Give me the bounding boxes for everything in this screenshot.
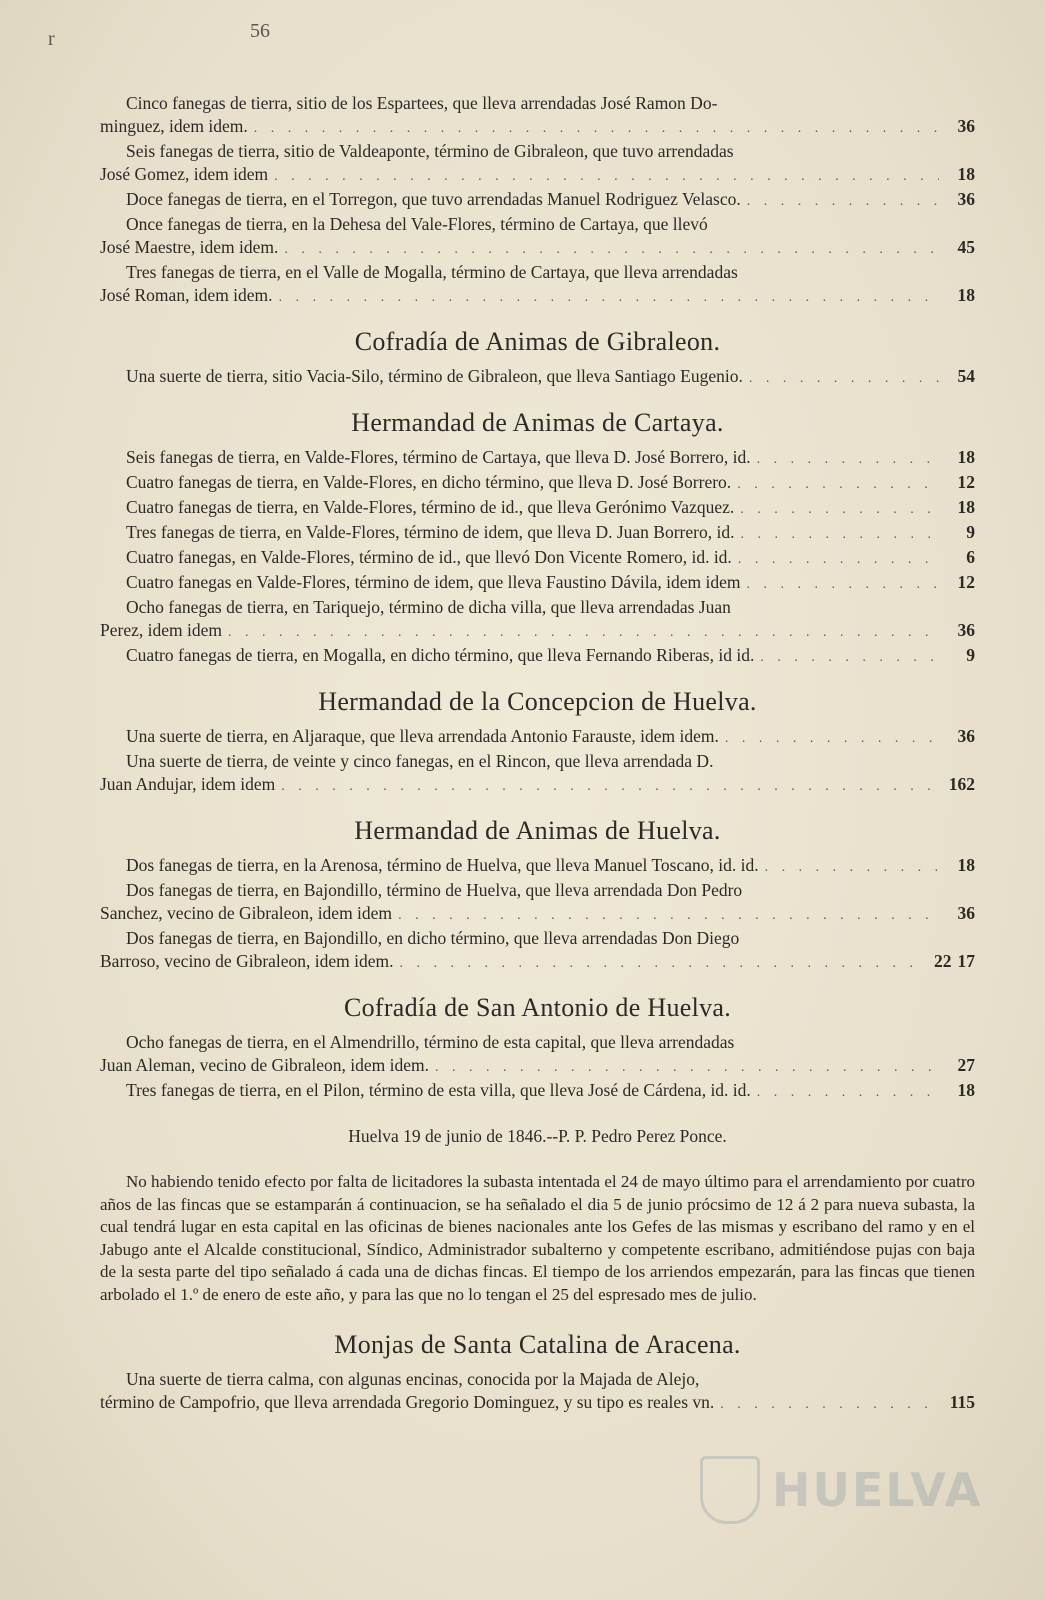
- section-title: Cofradía de San Antonio de Huelva.: [343, 993, 732, 1022]
- land-entry: [100, 521, 975, 546]
- leader-dots: [720, 1393, 939, 1416]
- entry-line: [100, 115, 975, 140]
- entry-text: minguez, idem idem.: [100, 116, 248, 136]
- rent-value: 18: [957, 285, 975, 305]
- rent-value: 18: [957, 855, 975, 875]
- land-entry: [100, 750, 975, 798]
- leader-dots: [746, 573, 939, 596]
- entry-text: Tres fanegas de tierra, en el Pilon, término de esta villa, que lleva José de Cárdena, id. id.: [126, 1080, 751, 1100]
- entry-line: [100, 854, 975, 879]
- section-title: Hermandad de Animas de Cartaya.: [351, 408, 724, 437]
- leader-dots: [284, 238, 939, 261]
- rent-value: 12: [957, 472, 975, 492]
- rent-value: 18: [957, 1080, 975, 1100]
- leader-dots: [281, 775, 939, 798]
- entry-text: Una suerte de tierra, de veinte y cinco fanegas, en el Rincon, que lleva arrendada D.: [126, 751, 714, 771]
- entry-line: [100, 521, 975, 546]
- leader-dots: [274, 165, 939, 188]
- land-entry: [100, 879, 975, 927]
- rent-value: 22: [934, 951, 952, 971]
- entry-line: [100, 879, 975, 902]
- land-entry: [100, 471, 975, 496]
- leader-dots: [747, 190, 939, 213]
- entry-text: José Roman, idem idem.: [100, 285, 273, 305]
- rent-value: 115: [949, 1392, 975, 1412]
- entry-text: Perez, idem idem: [100, 620, 222, 640]
- rent-extra: 17: [957, 951, 975, 971]
- rent-value: 36: [957, 116, 975, 136]
- land-entry: [100, 140, 975, 188]
- rent-value: 36: [957, 620, 975, 640]
- entry-text: Barroso, vecino de Gibraleon, idem idem.: [100, 951, 394, 971]
- auction-notice: [100, 1171, 975, 1306]
- signature-date-line: Huelva 19 de junio de 1846.--P. P. Pedro Perez Ponce.: [348, 1126, 727, 1146]
- entry-line: [100, 750, 975, 773]
- leader-dots: [765, 856, 939, 879]
- entry-text: Cuatro fanegas de tierra, en Valde-Flores, término de id., que lleva Gerónimo Vazquez.: [126, 497, 735, 517]
- entry-text: Doce fanegas de tierra, en el Torregon, que tuvo arrendadas Manuel Rodriguez Velasco.: [126, 189, 741, 209]
- land-entry: [100, 261, 975, 309]
- entry-text: Juan Aleman, vecino de Gibraleon, idem idem.: [100, 1055, 430, 1075]
- entry-line: [100, 140, 975, 163]
- entry-line: [100, 725, 975, 750]
- entry-line: [100, 950, 975, 975]
- rent-value: 18: [957, 164, 975, 184]
- entry-line: [100, 365, 975, 390]
- land-entry: [100, 365, 975, 390]
- land-entry: [100, 927, 975, 975]
- entry-text: Seis fanegas de tierra, en Valde-Flores, término de Cartaya, que lleva D. José Borrero, id.: [126, 447, 751, 467]
- leader-dots: [279, 286, 939, 309]
- entry-text: Juan Andujar, idem idem: [100, 774, 276, 794]
- entry-text: Una suerte de tierra calma, con algunas encinas, conocida por la Majada de Alejo,: [126, 1369, 700, 1389]
- rent-value: 162: [948, 774, 975, 794]
- rent-value: 36: [957, 189, 975, 209]
- entry-line: [100, 496, 975, 521]
- entry-line: [100, 927, 975, 950]
- rent-value: 54: [957, 366, 975, 386]
- entry-line: [100, 261, 975, 284]
- entry-line: [100, 902, 975, 927]
- rent-value: 6: [966, 547, 975, 567]
- land-entry: [100, 596, 975, 644]
- leader-dots: [254, 117, 939, 140]
- leader-dots: [757, 1081, 939, 1104]
- entry-line: [100, 1054, 975, 1079]
- leader-dots: [760, 646, 939, 669]
- watermark-text: HUELVA: [772, 1463, 983, 1517]
- entry-text: Seis fanegas de tierra, sitio de Valdeaponte, término de Gibraleon, que tuvo arrendadas: [126, 141, 734, 161]
- rent-value: 9: [966, 645, 975, 665]
- land-entry: [100, 1079, 975, 1104]
- entry-line: [100, 471, 975, 496]
- corner-mark-top: 56: [250, 20, 270, 42]
- entry-text: Ocho fanegas de tierra, en Tariquejo, término de dicha villa, que lleva arrendadas Juan: [126, 597, 731, 617]
- leader-dots: [738, 548, 939, 571]
- entry-text: Cuatro fanegas en Valde-Flores, término de idem, que lleva Faustino Dávila, idem idem: [126, 572, 741, 592]
- entry-text: Una suerte de tierra, en Aljaraque, que lleva arrendada Antonio Farauste, idem idem.: [126, 726, 719, 746]
- entry-line: [100, 213, 975, 236]
- rent-value: 27: [957, 1055, 975, 1075]
- rent-value: 45: [957, 237, 975, 257]
- section-title: Hermandad de la Concepcion de Huelva.: [318, 687, 757, 716]
- section-title: Hermandad de Animas de Huelva.: [354, 816, 721, 845]
- entry-text: José Maestre, idem idem.: [100, 237, 279, 257]
- entry-text: Cuatro fanegas de tierra, en Valde-Flores, en dicho término, que lleva D. José Borrero.: [126, 472, 732, 492]
- corner-mark-left: r: [48, 28, 55, 50]
- leader-dots: [737, 473, 939, 496]
- leader-dots: [757, 448, 939, 471]
- land-entry: [100, 725, 975, 750]
- leader-dots: [228, 621, 939, 644]
- leader-dots: [749, 367, 939, 390]
- rent-value: 9: [966, 522, 975, 542]
- entry-text: Sanchez, vecino de Gibraleon, idem idem: [100, 903, 393, 923]
- leader-dots: [740, 523, 939, 546]
- section-title: Cofradía de Animas de Gibraleon.: [354, 327, 721, 356]
- land-entry: [100, 188, 975, 213]
- land-entry: [100, 571, 975, 596]
- entry-text: Tres fanegas de tierra, en el Valle de Mogalla, término de Cartaya, que lleva arrendadas: [126, 262, 738, 282]
- entry-line: [100, 92, 975, 115]
- land-entry: [100, 496, 975, 521]
- leader-dots: [435, 1056, 939, 1079]
- land-entry: [100, 546, 975, 571]
- entry-text: Una suerte de tierra, sitio Vacia-Silo, término de Gibraleon, que lleva Santiago Eugenio.: [126, 366, 743, 386]
- entry-text: Dos fanegas de tierra, en Bajondillo, término de Huelva, que lleva arrendada Don Pedro: [126, 880, 743, 900]
- entry-line: [100, 1368, 975, 1391]
- leader-dots: [725, 727, 939, 750]
- entry-line: [100, 1031, 975, 1054]
- entry-line: [100, 284, 975, 309]
- archive-watermark: [700, 1455, 990, 1525]
- entry-line: [100, 446, 975, 471]
- rent-value: 36: [957, 903, 975, 923]
- entry-text: José Gomez, idem idem: [100, 164, 269, 184]
- rent-value: 12: [957, 572, 975, 592]
- entry-line: [100, 1391, 975, 1416]
- rent-value: 18: [957, 497, 975, 517]
- entry-line: [100, 236, 975, 261]
- entry-text: Ocho fanegas de tierra, en el Almendrillo, término de esta capital, que lleva arrendadas: [126, 1032, 735, 1052]
- rent-value: 18: [957, 447, 975, 467]
- leader-dots: [398, 904, 939, 927]
- entry-line: [100, 596, 975, 619]
- land-entry: [100, 213, 975, 261]
- land-entry: [100, 1368, 975, 1416]
- entry-line: [100, 1079, 975, 1104]
- rent-value: 36: [957, 726, 975, 746]
- entry-line: [100, 571, 975, 596]
- notice-paragraph: No habiendo tenido efecto por falta de licitadores la subasta intentada el 24 de mayo último para el arrendamiento por cuatro años de las fincas que se estamparán á continuacion, se ha señalado el dia 5 de junio prócsimo de 12 á 2 para nueva subasta, la cual tendrá lugar en esta capital en las oficinas de bienes nacionales ante los Gefes de las mismas y escribano del ramo y en el Jabugo ante el Alcalde constitucional, Síndico, Administrador subalterno y competente escribano, admitiéndose pujas con baja de la sesta parte del tipo señalado á cada una de dichas fincas. El tiempo de los arriendos empezarán, para las fincas que tienen arbolado el 1.º de enero de este año, y para las que no lo tengan el 25 del espresado mes de julio.: [100, 1172, 975, 1304]
- entry-line: [100, 188, 975, 213]
- leader-dots: [740, 498, 939, 521]
- land-entry: [100, 446, 975, 471]
- entry-text: Dos fanegas de tierra, en Bajondillo, en dicho término, que lleva arrendadas Don Diego: [126, 928, 740, 948]
- land-entry: [100, 1031, 975, 1079]
- entry-text: Cuatro fanegas, en Valde-Flores, término de id., que llevó Don Vicente Romero, id. id.: [126, 547, 732, 567]
- entry-text: Cuatro fanegas de tierra, en Mogalla, en dicho término, que lleva Fernando Riberas, id id.: [126, 645, 755, 665]
- entry-line: [100, 644, 975, 669]
- entry-line: [100, 619, 975, 644]
- land-entry: [100, 644, 975, 669]
- entry-line: [100, 546, 975, 571]
- entry-text: Tres fanegas de tierra, en Valde-Flores, término de idem, que lleva D. Juan Borrero, id.: [126, 522, 735, 542]
- section-title: Monjas de Santa Catalina de Aracena.: [334, 1330, 741, 1359]
- entry-text: Cinco fanegas de tierra, sitio de los Espartees, que lleva arrendadas José Ramon Do-: [126, 93, 718, 113]
- entry-text: término de Campofrio, que lleva arrendada Gregorio Dominguez, y su tipo es reales vn.: [100, 1392, 715, 1412]
- land-entry: [100, 854, 975, 879]
- entry-text: Once fanegas de tierra, en la Dehesa del Vale-Flores, término de Cartaya, que llevó: [126, 214, 708, 234]
- document-content: [100, 92, 975, 1416]
- land-entry: [100, 92, 975, 140]
- shield-icon: [700, 1456, 760, 1524]
- entry-line: [100, 773, 975, 798]
- entry-line: [100, 163, 975, 188]
- leader-dots: [400, 952, 916, 975]
- entry-text: Dos fanegas de tierra, en la Arenosa, término de Huelva, que lleva Manuel Toscano, id. id.: [126, 855, 759, 875]
